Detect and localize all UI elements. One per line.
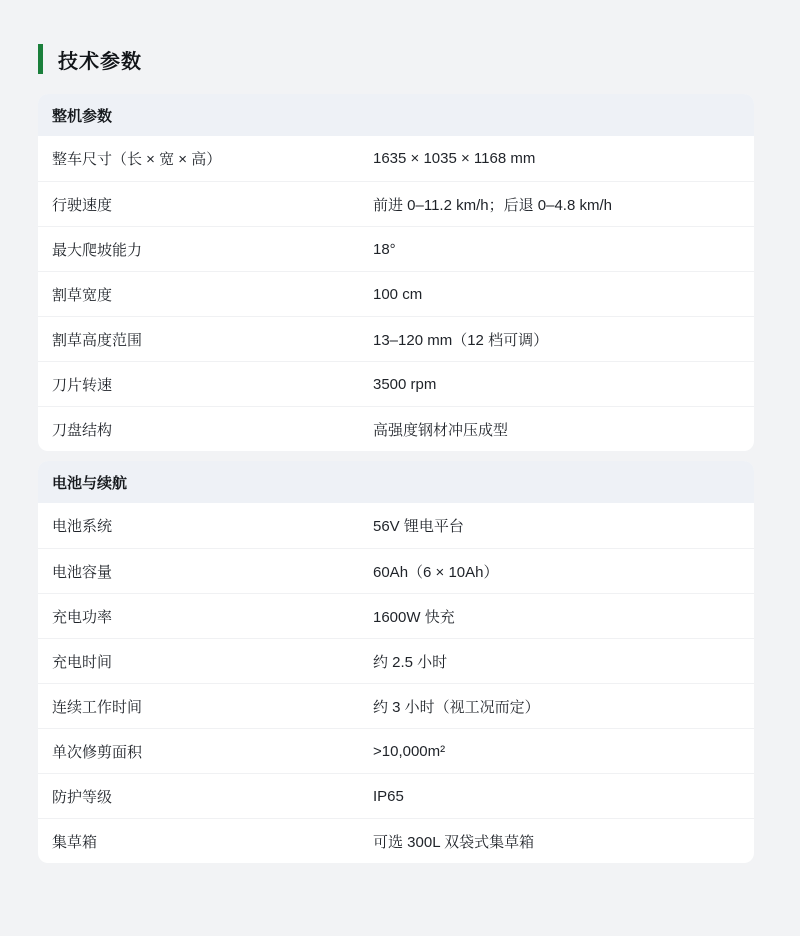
spec-row [38, 136, 754, 181]
spec-value: 56V 锂电平台 [373, 518, 464, 535]
spec-row [38, 181, 754, 226]
spec-label: 电池系统 [52, 518, 113, 535]
spec-row [38, 818, 754, 863]
spec-value: 13–120 mm（12 档可调） [373, 331, 549, 349]
spec-value: 60Ah（6 × 10Ah） [373, 563, 499, 581]
spec-value: 高强度钢材冲压成型 [373, 421, 509, 439]
spec-card [38, 94, 754, 451]
spec-row [38, 271, 754, 316]
spec-value: 约 2.5 小时 [373, 653, 448, 671]
spec-row [38, 406, 754, 451]
spec-value: 100 cm [373, 285, 423, 303]
spec-label: 充电功率 [52, 608, 113, 626]
spec-label: 割草宽度 [52, 286, 113, 304]
spec-label: 割草高度范围 [52, 331, 143, 349]
section-heading: 整机参数 [38, 94, 754, 136]
spec-row [38, 548, 754, 593]
spec-row [38, 593, 754, 638]
spec-value: 18° [373, 240, 396, 258]
spec-value: 1635 × 1035 × 1168 mm [373, 150, 536, 167]
spec-cards [38, 94, 754, 863]
spec-value: 约 3 小时（视工况而定） [373, 698, 540, 716]
spec-label: 刀盘结构 [52, 421, 113, 439]
spec-value: 1600W 快充 [373, 608, 455, 626]
spec-label: 充电时间 [52, 653, 113, 671]
spec-row [38, 226, 754, 271]
spec-card [38, 461, 754, 863]
page-title: 技术参数 [58, 50, 142, 73]
spec-row [38, 773, 754, 818]
spec-label: 单次修剪面积 [52, 743, 143, 761]
spec-value: IP65 [373, 787, 404, 805]
spec-label: 防护等级 [52, 788, 113, 806]
spec-rows [38, 503, 754, 863]
section-heading: 电池与续航 [38, 461, 754, 503]
spec-label: 连续工作时间 [52, 698, 143, 716]
accent-bar [38, 44, 43, 74]
spec-value: 前进 0–11.2 km/h；后退 0–4.8 km/h [373, 196, 612, 214]
spec-value: 3500 rpm [373, 375, 437, 393]
spec-row [38, 683, 754, 728]
spec-label: 行驶速度 [52, 196, 113, 214]
spec-row [38, 728, 754, 773]
spec-row [38, 638, 754, 683]
page-title-row [38, 44, 754, 74]
spec-rows [38, 136, 754, 451]
spec-value: 可选 300L 双袋式集草箱 [373, 833, 535, 851]
spec-label: 最大爬坡能力 [52, 241, 143, 259]
spec-row [38, 361, 754, 406]
spec-row [38, 503, 754, 548]
spec-value: >10,000m² [373, 742, 446, 760]
spec-row [38, 316, 754, 361]
spec-label: 集草箱 [52, 833, 98, 851]
spec-label: 整车尺寸（长 × 宽 × 高） [52, 151, 222, 168]
spec-label: 刀片转速 [52, 376, 113, 394]
spec-label: 电池容量 [52, 563, 113, 581]
